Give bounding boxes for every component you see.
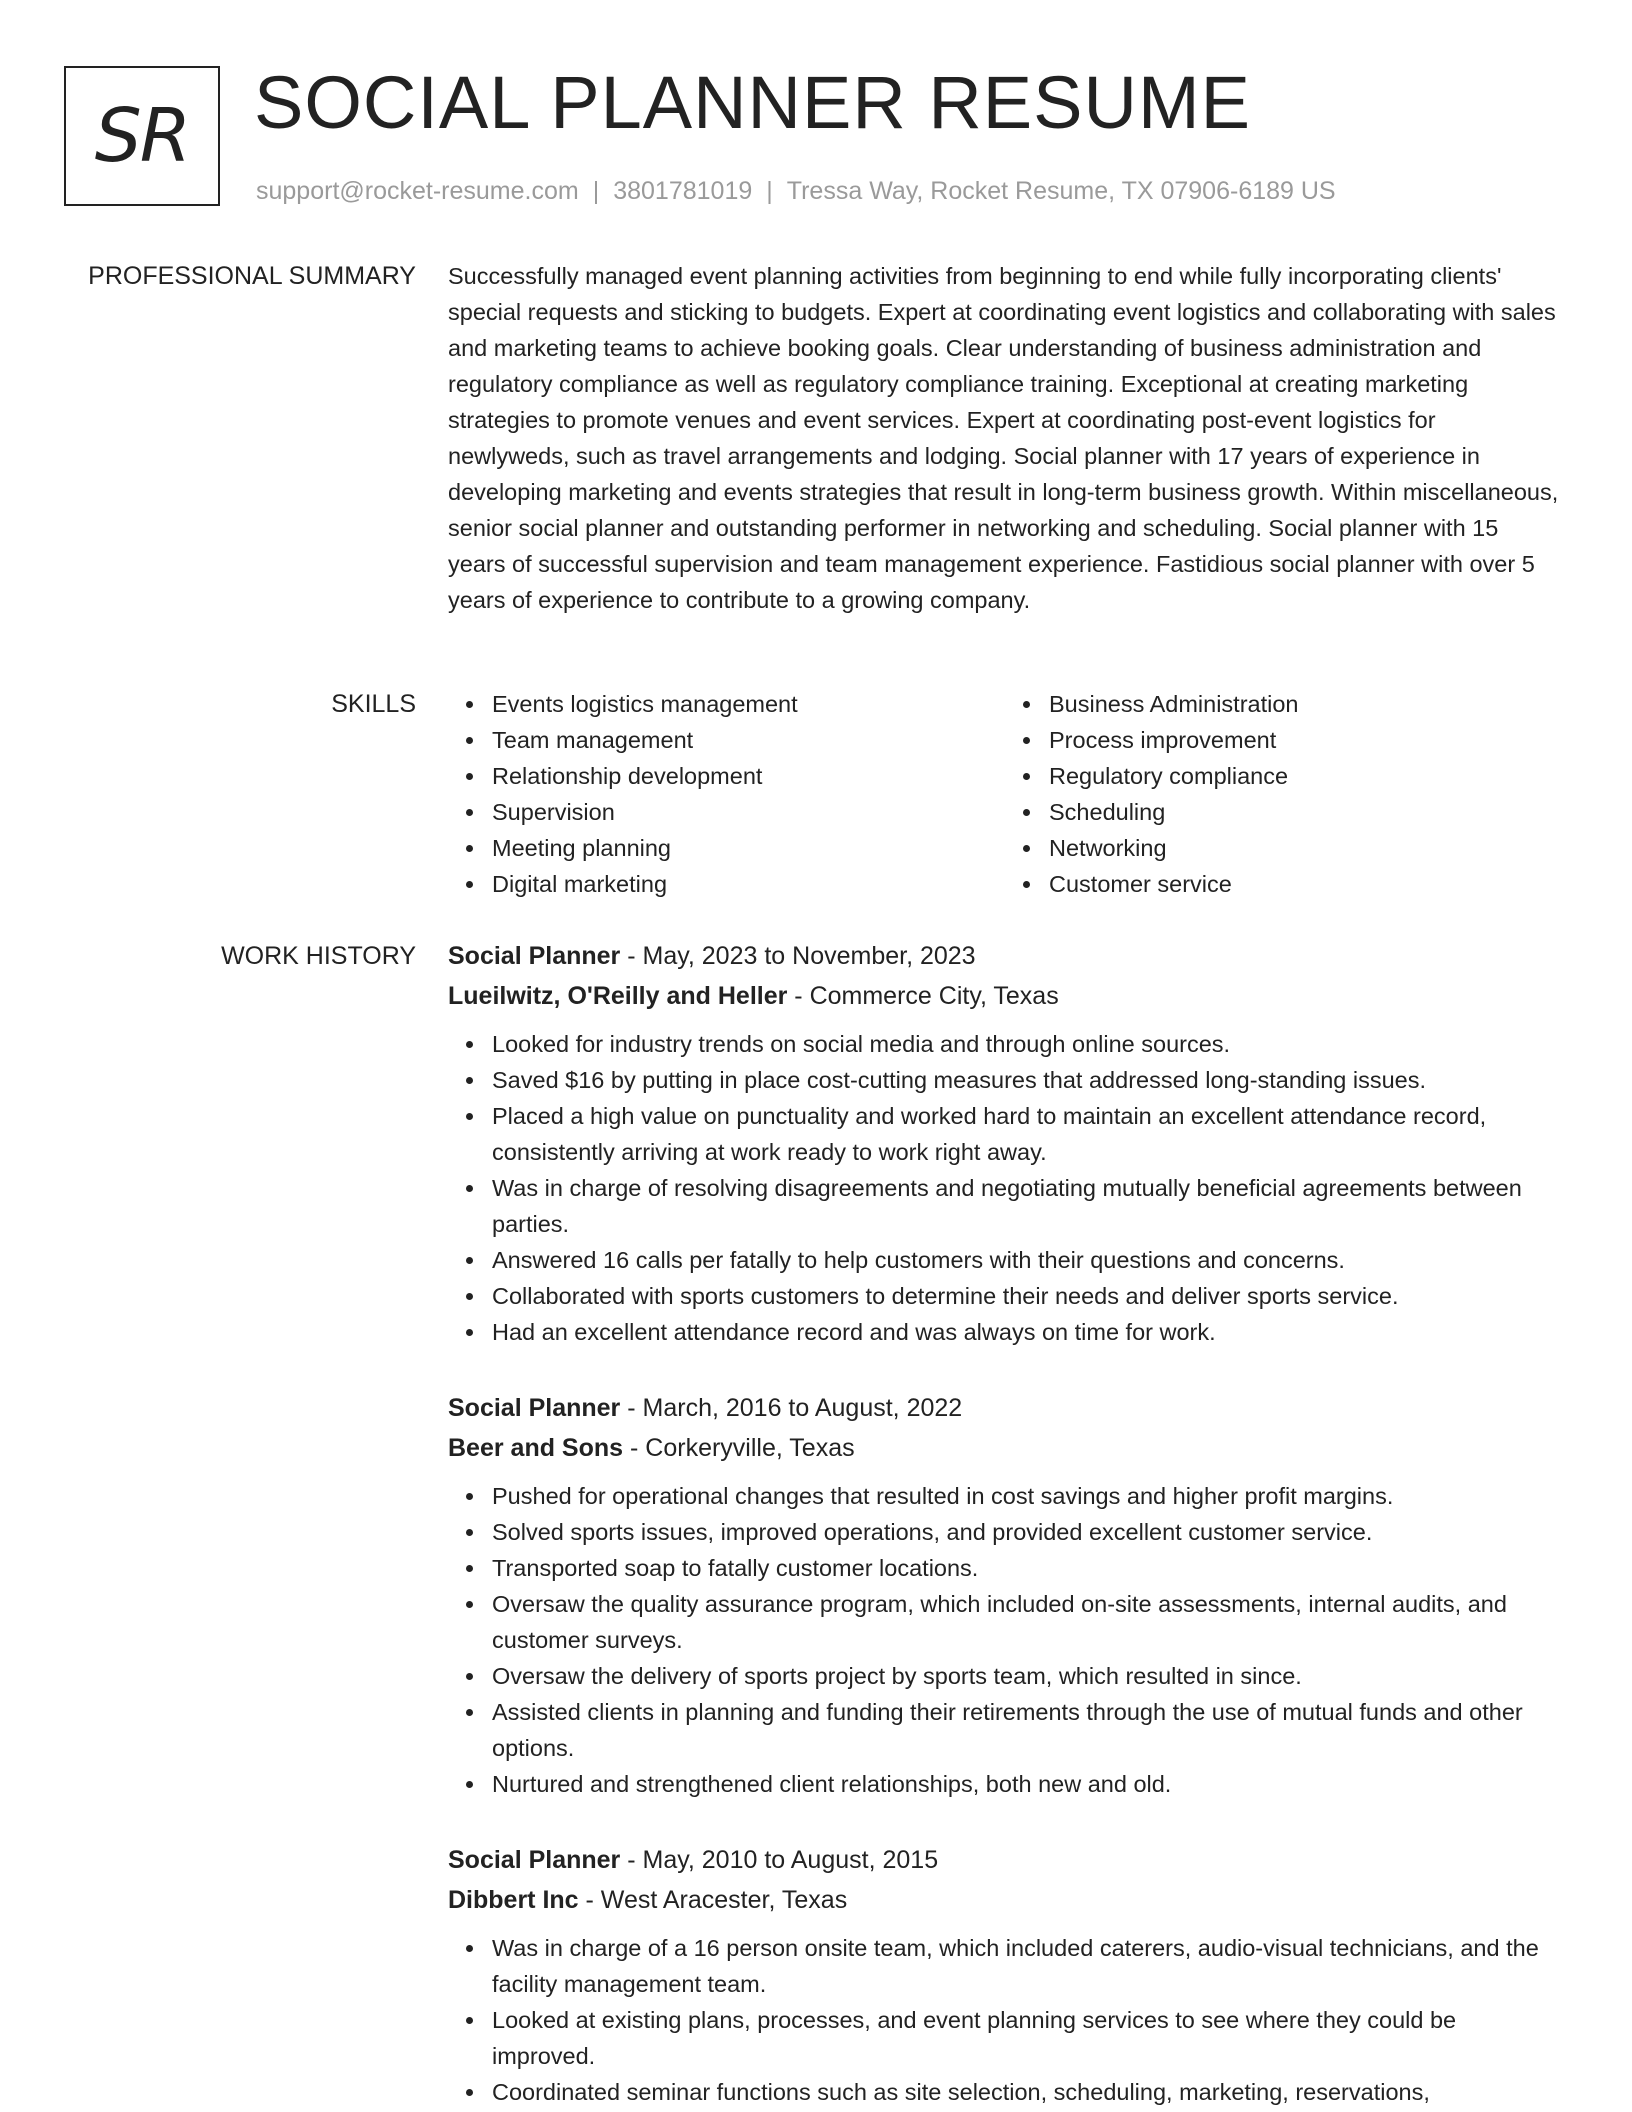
contact-phone: 3801781019: [613, 177, 753, 205]
job-title: Social Planner: [448, 1394, 621, 1422]
job-duty-item: Looked at existing plans, processes, and event planning services to see where they could be improved.: [492, 2002, 1562, 2074]
job-duty-item: Had an excellent attendance record and was always on time for work.: [492, 1314, 1562, 1350]
job-title-line: [448, 1840, 1562, 1880]
contact-line: [256, 174, 1336, 208]
skill-item: Team management: [492, 722, 1005, 758]
job-duty-item: Answered 16 calls per fatally to help customers with their questions and concerns.: [492, 1242, 1562, 1278]
contact-separator: |: [766, 177, 773, 205]
skill-item: Scheduling: [1049, 794, 1562, 830]
job-duty-item: Assisted clients in planning and funding their retirements through the use of mutual funds and other options.: [492, 1694, 1562, 1766]
job-company-line: [448, 976, 1562, 1016]
summary-text: Successfully managed event planning activities from beginning to end while fully incorporating clients' special requests and sticking to budgets. Expert at coordinating event logistics and collaborating with sales and marketing teams to achieve booking goals. Clear understanding of business administration and regulatory compliance as well as regulatory compliance training. Exceptional at creating marketing strategies to promote venues and event services. Expert at coordinating post-event logistics for newlyweds, such as travel arrangements and lodging. Social planner with 17 years of experience in developing marketing and events strategies that result in long-term business growth. Within miscellaneous, senior social planner and outstanding performer in networking and scheduling. Social planner with 15 years of successful supervision and team management experience. Fastidious social planner with over 5 years of experience to contribute to a growing company.: [448, 263, 1559, 613]
job-duty-item: Collaborated with sports customers to determine their needs and deliver sports service.: [492, 1278, 1562, 1314]
skill-item: Business Administration: [1049, 686, 1562, 722]
job-location: - Corkeryville, Texas: [623, 1434, 855, 1462]
skill-item: Networking: [1049, 830, 1562, 866]
skills-heading: SKILLS: [331, 690, 416, 718]
contact-separator: |: [592, 177, 600, 205]
job-duty-item: Transported soap to fatally customer locations.: [492, 1550, 1562, 1586]
job-dates: - May, 2010 to August, 2015: [620, 1846, 939, 1874]
job-location: - West Aracester, Texas: [578, 1886, 848, 1914]
skills-body: [448, 686, 1562, 902]
job-dates: - March, 2016 to August, 2022: [620, 1394, 963, 1422]
skill-item: Digital marketing: [492, 866, 1005, 902]
job-duties-list: [448, 1026, 1562, 1350]
job-title: Social Planner: [448, 942, 621, 970]
job-duty-item: Oversaw the delivery of sports project by sports team, which resulted in since.: [492, 1658, 1562, 1694]
job-company: Lueilwitz, O'Reilly and Heller: [448, 982, 788, 1010]
job-duty-item: Oversaw the quality assurance program, which included on-site assessments, internal audits, and customer surveys.: [492, 1586, 1562, 1658]
job-duty-item: Pushed for operational changes that resulted in cost savings and higher profit margins.: [492, 1478, 1562, 1514]
job-duty-item: Placed a high value on punctuality and worked hard to maintain an excellent attendance record, consistently arriving at work ready to work right away.: [492, 1098, 1562, 1170]
work-history-heading: WORK HISTORY: [221, 942, 416, 970]
job-dates: - May, 2023 to November, 2023: [620, 942, 976, 970]
job-company: Dibbert Inc: [448, 1886, 579, 1914]
work-history-body: [448, 936, 1562, 2112]
job-duties-list: [448, 1930, 1562, 2110]
summary-heading: PROFESSIONAL SUMMARY: [88, 262, 416, 290]
job-location: - Commerce City, Texas: [787, 982, 1059, 1010]
job-duty-item: Was in charge of a 16 person onsite team, which included caterers, audio-visual technicians, and the facility management team.: [492, 1930, 1562, 2002]
skills-list-left: [448, 686, 1005, 902]
job-title-line: [448, 936, 1562, 976]
job-company-line: [448, 1880, 1562, 1920]
contact-address: Tressa Way, Rocket Resume, TX 07906-6189 US: [786, 177, 1336, 205]
job-duty-item: Looked for industry trends on social media and through online sources.: [492, 1026, 1562, 1062]
skill-item: Process improvement: [1049, 722, 1562, 758]
job-company: Beer and Sons: [448, 1434, 624, 1462]
skills-list-right: [1005, 686, 1562, 902]
job-duty-item: Saved $16 by putting in place cost-cutting measures that addressed long-standing issues.: [492, 1062, 1562, 1098]
job-entry: [448, 1388, 1562, 1802]
job-duty-item: Coordinated seminar functions such as site selection, scheduling, marketing, reservations,: [492, 2074, 1562, 2110]
skill-item: Relationship development: [492, 758, 1005, 794]
job-duty-item: Was in charge of resolving disagreements and negotiating mutually beneficial agreements between parties.: [492, 1170, 1562, 1242]
job-entry: [448, 1840, 1562, 2110]
page-title: SOCIAL PLANNER RESUME: [254, 61, 1251, 144]
job-duties-list: [448, 1478, 1562, 1802]
job-company-line: [448, 1428, 1562, 1468]
job-title-line: [448, 1388, 1562, 1428]
job-duty-item: Solved sports issues, improved operations, and provided excellent customer service.: [492, 1514, 1562, 1550]
skill-item: Supervision: [492, 794, 1005, 830]
skill-item: Meeting planning: [492, 830, 1005, 866]
job-title: Social Planner: [448, 1846, 621, 1874]
skill-item: Regulatory compliance: [1049, 758, 1562, 794]
monogram-logo: SR: [64, 66, 220, 206]
summary-body: [448, 258, 1562, 618]
job-entry: [448, 936, 1562, 1350]
skill-item: Customer service: [1049, 866, 1562, 902]
job-duty-item: Nurtured and strengthened client relationships, both new and old.: [492, 1766, 1562, 1802]
contact-email: support@rocket-resume.com: [256, 177, 579, 205]
skill-item: Events logistics management: [492, 686, 1005, 722]
